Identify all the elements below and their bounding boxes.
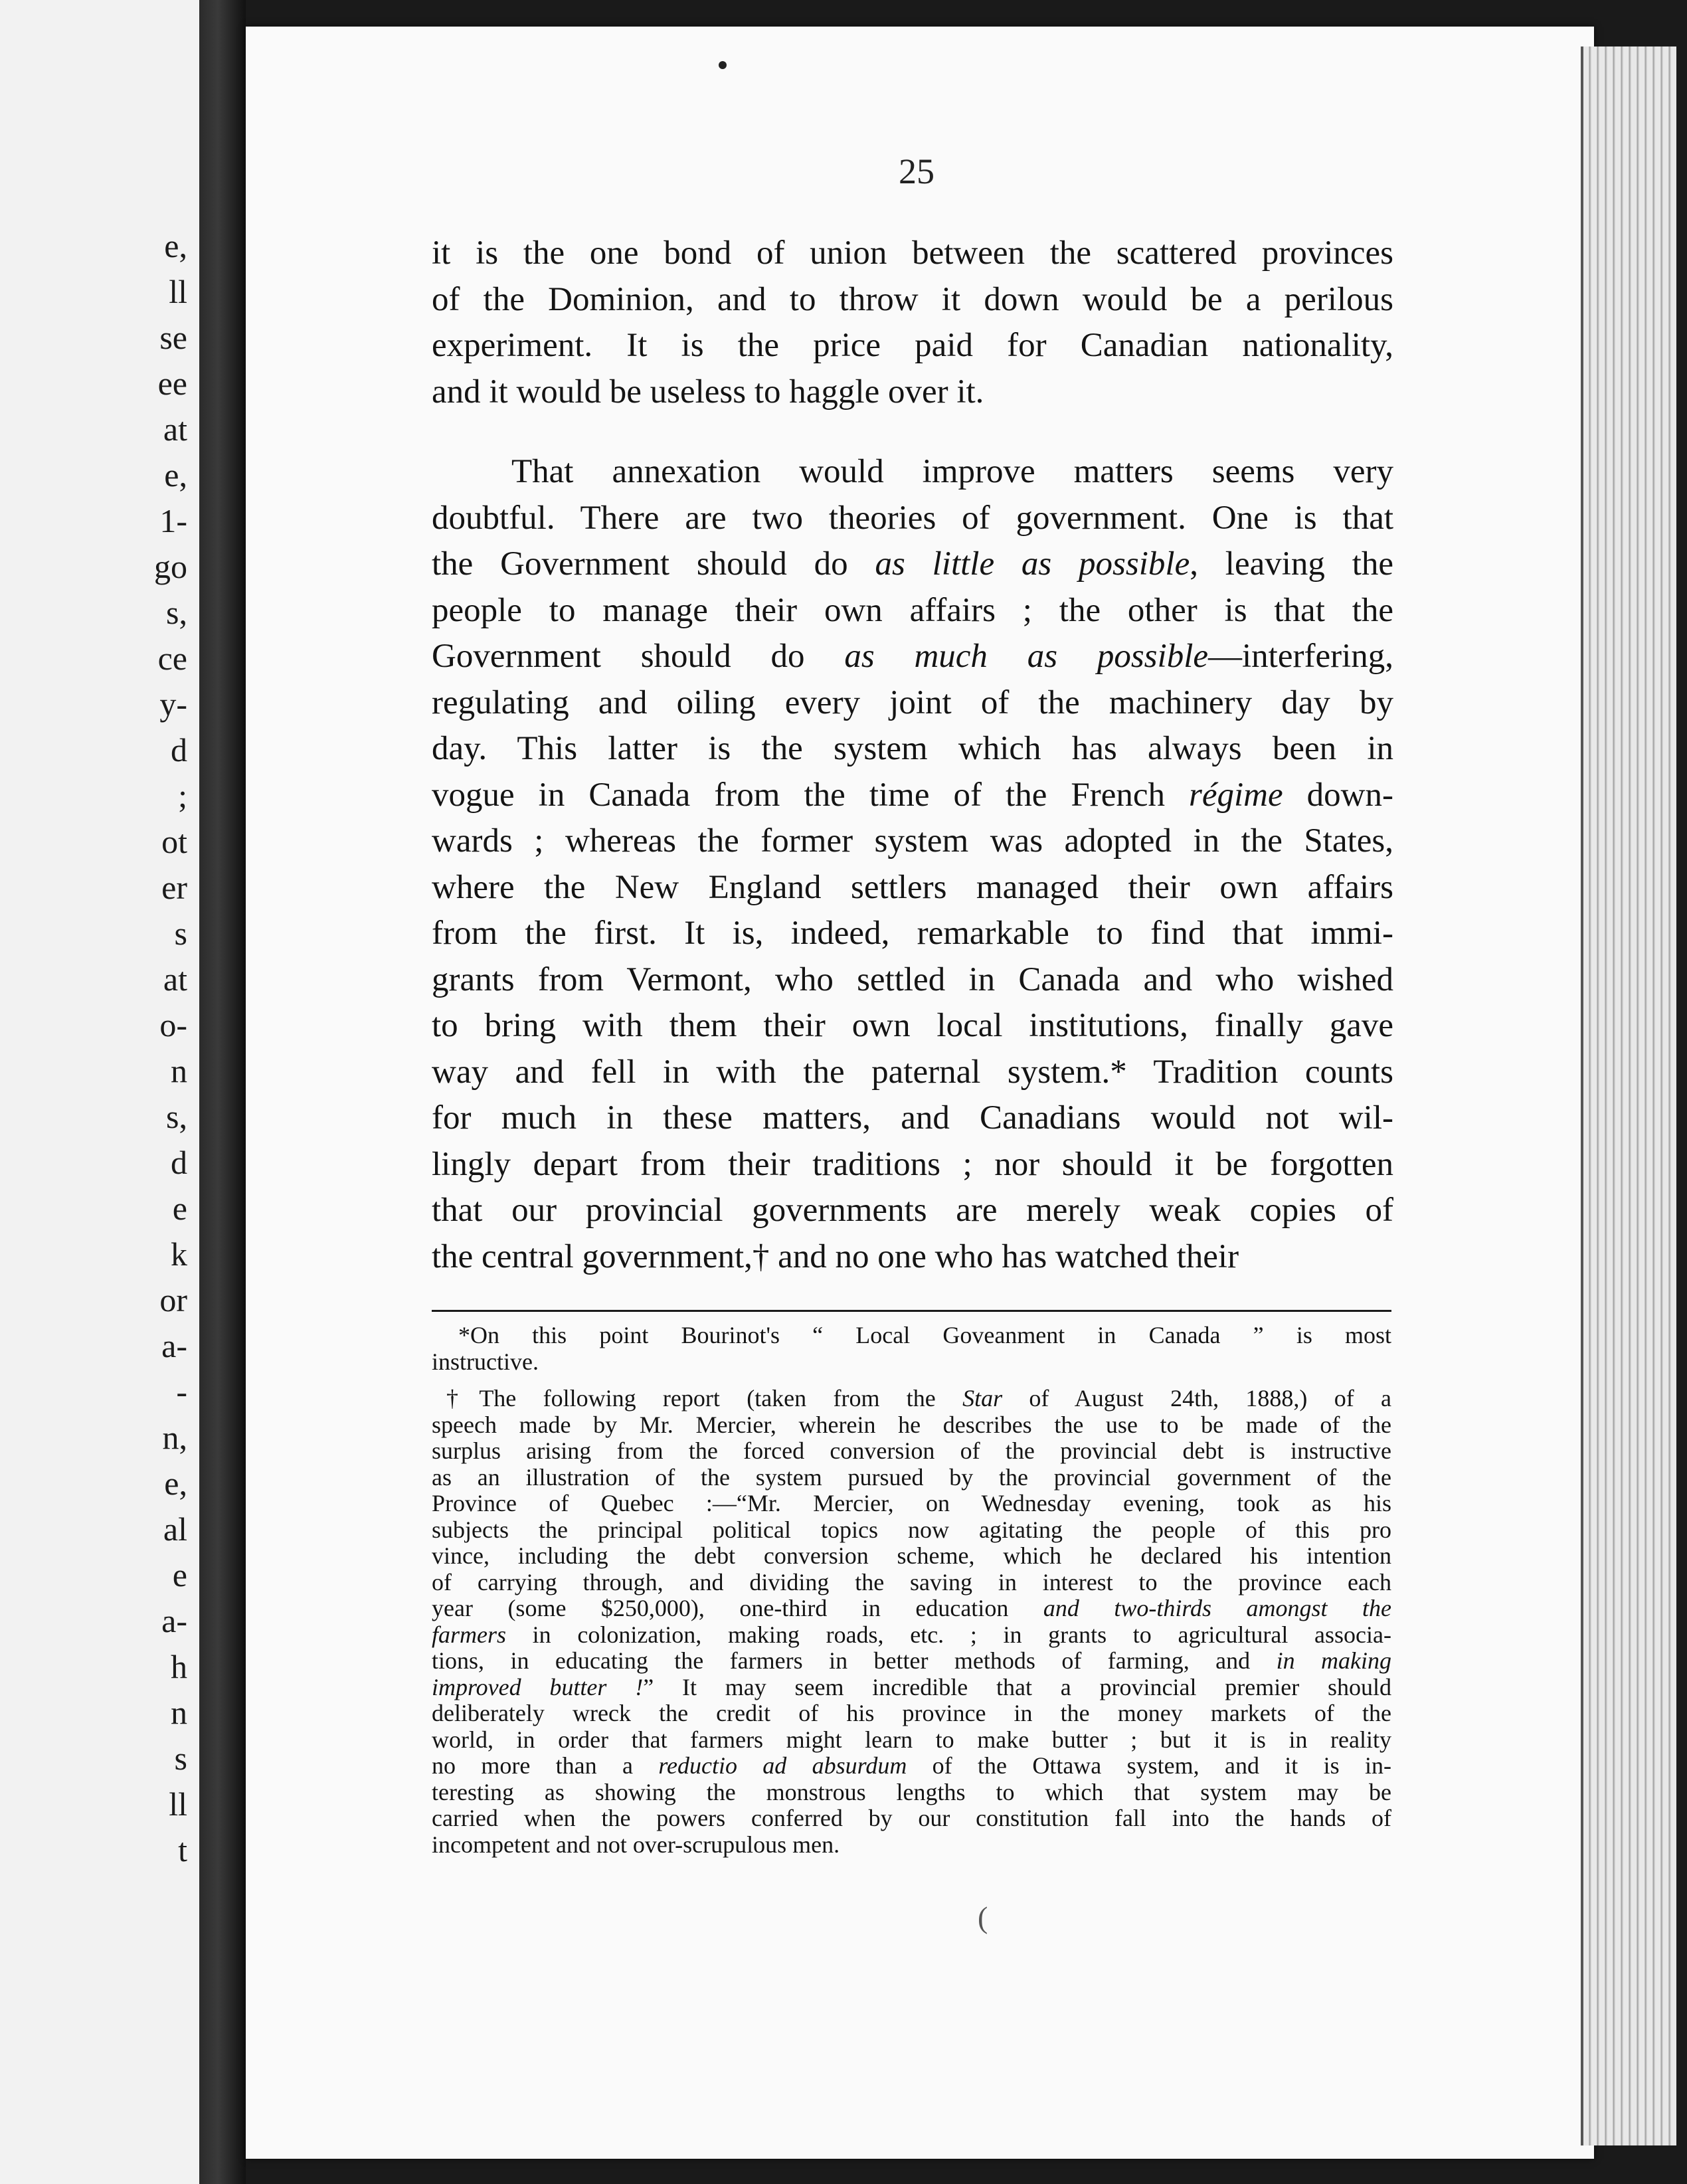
footnote-2-line: improved butter !” It may seem incredible that a provincial premier should <box>432 1673 1391 1700</box>
paragraph-2-line: where the New England settlers managed their own affairs <box>432 868 1393 906</box>
facing-page-fragment: o- <box>159 1006 187 1044</box>
facing-page-fragment: s, <box>166 594 187 631</box>
facing-page-fragment: n, <box>162 1419 187 1456</box>
footnote-2-line: teresting as showing the monstrous lengths to which that system may be <box>432 1778 1391 1805</box>
facing-page-fragment: se <box>159 319 187 356</box>
facing-page-fragment: 1- <box>159 502 187 539</box>
paragraph-2 <box>432 449 1393 1280</box>
footnote-rule <box>432 1310 1391 1312</box>
paragraph-2-line: people to manage their own affairs ; the other is that the <box>432 591 1393 629</box>
facing-page-fragment: n <box>171 1052 187 1089</box>
paragraph-1 <box>432 230 1393 415</box>
ink-mark: ( <box>978 1900 988 1934</box>
facing-page-fragment: ce <box>157 640 187 677</box>
paragraph-2-line: Government should do as much as possible—interfering, <box>432 638 1393 675</box>
paragraph-2-line: vogue in Canada from the time of the French régime down- <box>432 776 1393 814</box>
footnote-2-line: surplus arising from the forced conversion of the provincial debt is instructive <box>432 1437 1391 1464</box>
footnote-2-line: world, in order that farmers might learn to make butter ; but it is in reality <box>432 1726 1391 1753</box>
paragraph-2-line: doubtful. There are two theories of government. One is that <box>432 499 1393 537</box>
page-edges <box>1581 46 1676 2145</box>
paragraph-2-line: wards ; whereas the former system was adopted in the States, <box>432 822 1393 860</box>
paragraph-2-line: for much in these matters, and Canadians would not wil- <box>432 1099 1393 1137</box>
paragraph-2-line: the Government should do as little as possible, leaving the <box>432 545 1394 583</box>
footnote-2-line: no more than a reductio ad absurdum of the Ottawa system, and it is in- <box>432 1752 1391 1779</box>
footnote-2-line: deliberately wreck the credit of his province in the money markets of the <box>432 1700 1391 1726</box>
footnote-2-line: vince, including the debt conversion scheme, which he declared his intention <box>432 1542 1391 1569</box>
footnote-2-line: farmers in colonization, making roads, etc. ; in grants to agricultural associa- <box>432 1621 1391 1648</box>
footnote-2-line: tions, in educating the farmers in better methods of farming, and in making <box>432 1647 1391 1674</box>
paragraph-2-line: lingly depart from their traditions ; nor should it be forgotten <box>432 1145 1393 1183</box>
footnote-2 <box>432 1386 1391 1858</box>
facing-page-fragment: go <box>154 548 187 585</box>
paragraph-2-line: the central government,† and no one who has watched their <box>432 1237 1239 1275</box>
book-gutter <box>199 0 246 2184</box>
paragraph-2-line: regulating and oiling every joint of the machinery day by <box>432 683 1393 721</box>
footnote-2-line: of carrying through, and dividing the saving in interest to the province each <box>432 1568 1391 1595</box>
paragraph-2-line: that our provincial governments are merely weak copies of <box>432 1192 1393 1229</box>
facing-page-fragment: d <box>171 731 187 769</box>
facing-page-fragment: s, <box>166 1098 187 1135</box>
paragraph-2-line: day. This latter is the system which has always been in <box>432 730 1393 767</box>
facing-page-fragment: s <box>174 1740 187 1777</box>
page-number: 25 <box>899 151 934 191</box>
facing-page-fragment: al <box>163 1510 187 1548</box>
facing-page-fragment: y- <box>159 685 187 723</box>
paragraph-1-line: it is the one bond of union between the scattered provinces <box>432 234 1393 272</box>
paragraph-2-line: from the first. It is, indeed, remarkable to find that immi- <box>432 915 1393 952</box>
footnote-2-line: †The following report (taken from the Star of August 24th, 1888,) of a <box>446 1385 1392 1411</box>
footnote-2-line: as an illustration of the system pursued by the provincial government of the <box>432 1463 1391 1491</box>
facing-page-fragment: ll <box>169 1785 187 1823</box>
facing-page-fragment: or <box>159 1281 187 1319</box>
facing-page-fragment: a- <box>161 1602 187 1639</box>
facing-page-fragment: e <box>172 1556 187 1593</box>
facing-page-fragment: s <box>174 915 187 952</box>
paragraph-1-line: of the Dominion, and to throw it down would be a perilous <box>432 280 1393 318</box>
facing-page-fragment: ll <box>169 273 187 310</box>
footnote-2-line: incompetent and not over-scrupulous men. <box>432 1831 840 1858</box>
paragraph-1-line: and it would be useless to haggle over it. <box>432 373 984 410</box>
paragraph-1-line: experiment. It is the price paid for Canadian nationality, <box>432 327 1393 364</box>
facing-page-fragment: at <box>163 410 187 448</box>
paragraph-2-line: grants from Vermont, who settled in Canada and who wished <box>432 960 1393 998</box>
footnote-2-line: subjects the principal political topics now agitating the people of this pro <box>432 1516 1391 1543</box>
facing-page <box>0 0 203 2184</box>
footnote-1 <box>432 1322 1391 1375</box>
facing-page-fragment: e <box>172 1190 187 1227</box>
facing-page-fragment: e, <box>164 227 187 264</box>
facing-page-fragment: e, <box>164 1465 187 1502</box>
footnote-2-line: year (some $250,000), one-third in education and two-thirds amongst the <box>432 1595 1391 1621</box>
facing-page-fragment: h <box>171 1648 187 1685</box>
paragraph-2-line: way and fell in with the paternal system.* Tradition counts <box>432 1053 1393 1091</box>
footnote-2-line: speech made by Mr. Mercier, wherein he describes the use to be made of the <box>432 1411 1391 1438</box>
facing-page-fragment: d <box>171 1144 187 1181</box>
facing-page-fragment: ; <box>178 777 187 814</box>
facing-page-fragment: e, <box>164 456 187 494</box>
footnote-2-line: carried when the powers conferred by our constitution fall into the hands of <box>432 1805 1391 1831</box>
facing-page-fragment: ee <box>157 365 187 402</box>
facing-page-fragment: a- <box>161 1327 187 1364</box>
facing-page-fragment: ot <box>161 823 187 860</box>
facing-page-fragment: at <box>163 960 187 998</box>
facing-page-fragment: - <box>176 1373 187 1410</box>
facing-page-fragment: n <box>171 1694 187 1731</box>
ink-dot <box>719 61 727 69</box>
footnote-1-line: instructive. <box>432 1348 539 1375</box>
paragraph-2-line: to bring with them their own local institutions, finally gave <box>432 1007 1393 1044</box>
facing-page-fragment: er <box>161 869 187 906</box>
paragraph-2-line: That annexation would improve matters seems very <box>511 453 1393 490</box>
footnote-1-line: *On this point Bourinot's “ Local Goveanment in Canada ” is most <box>458 1322 1391 1348</box>
facing-page-fragment: t <box>178 1831 187 1868</box>
footnote-2-line: Province of Quebec :—“Mr. Mercier, on Wednesday evening, took as his <box>432 1490 1391 1516</box>
facing-page-fragment: k <box>171 1235 187 1273</box>
